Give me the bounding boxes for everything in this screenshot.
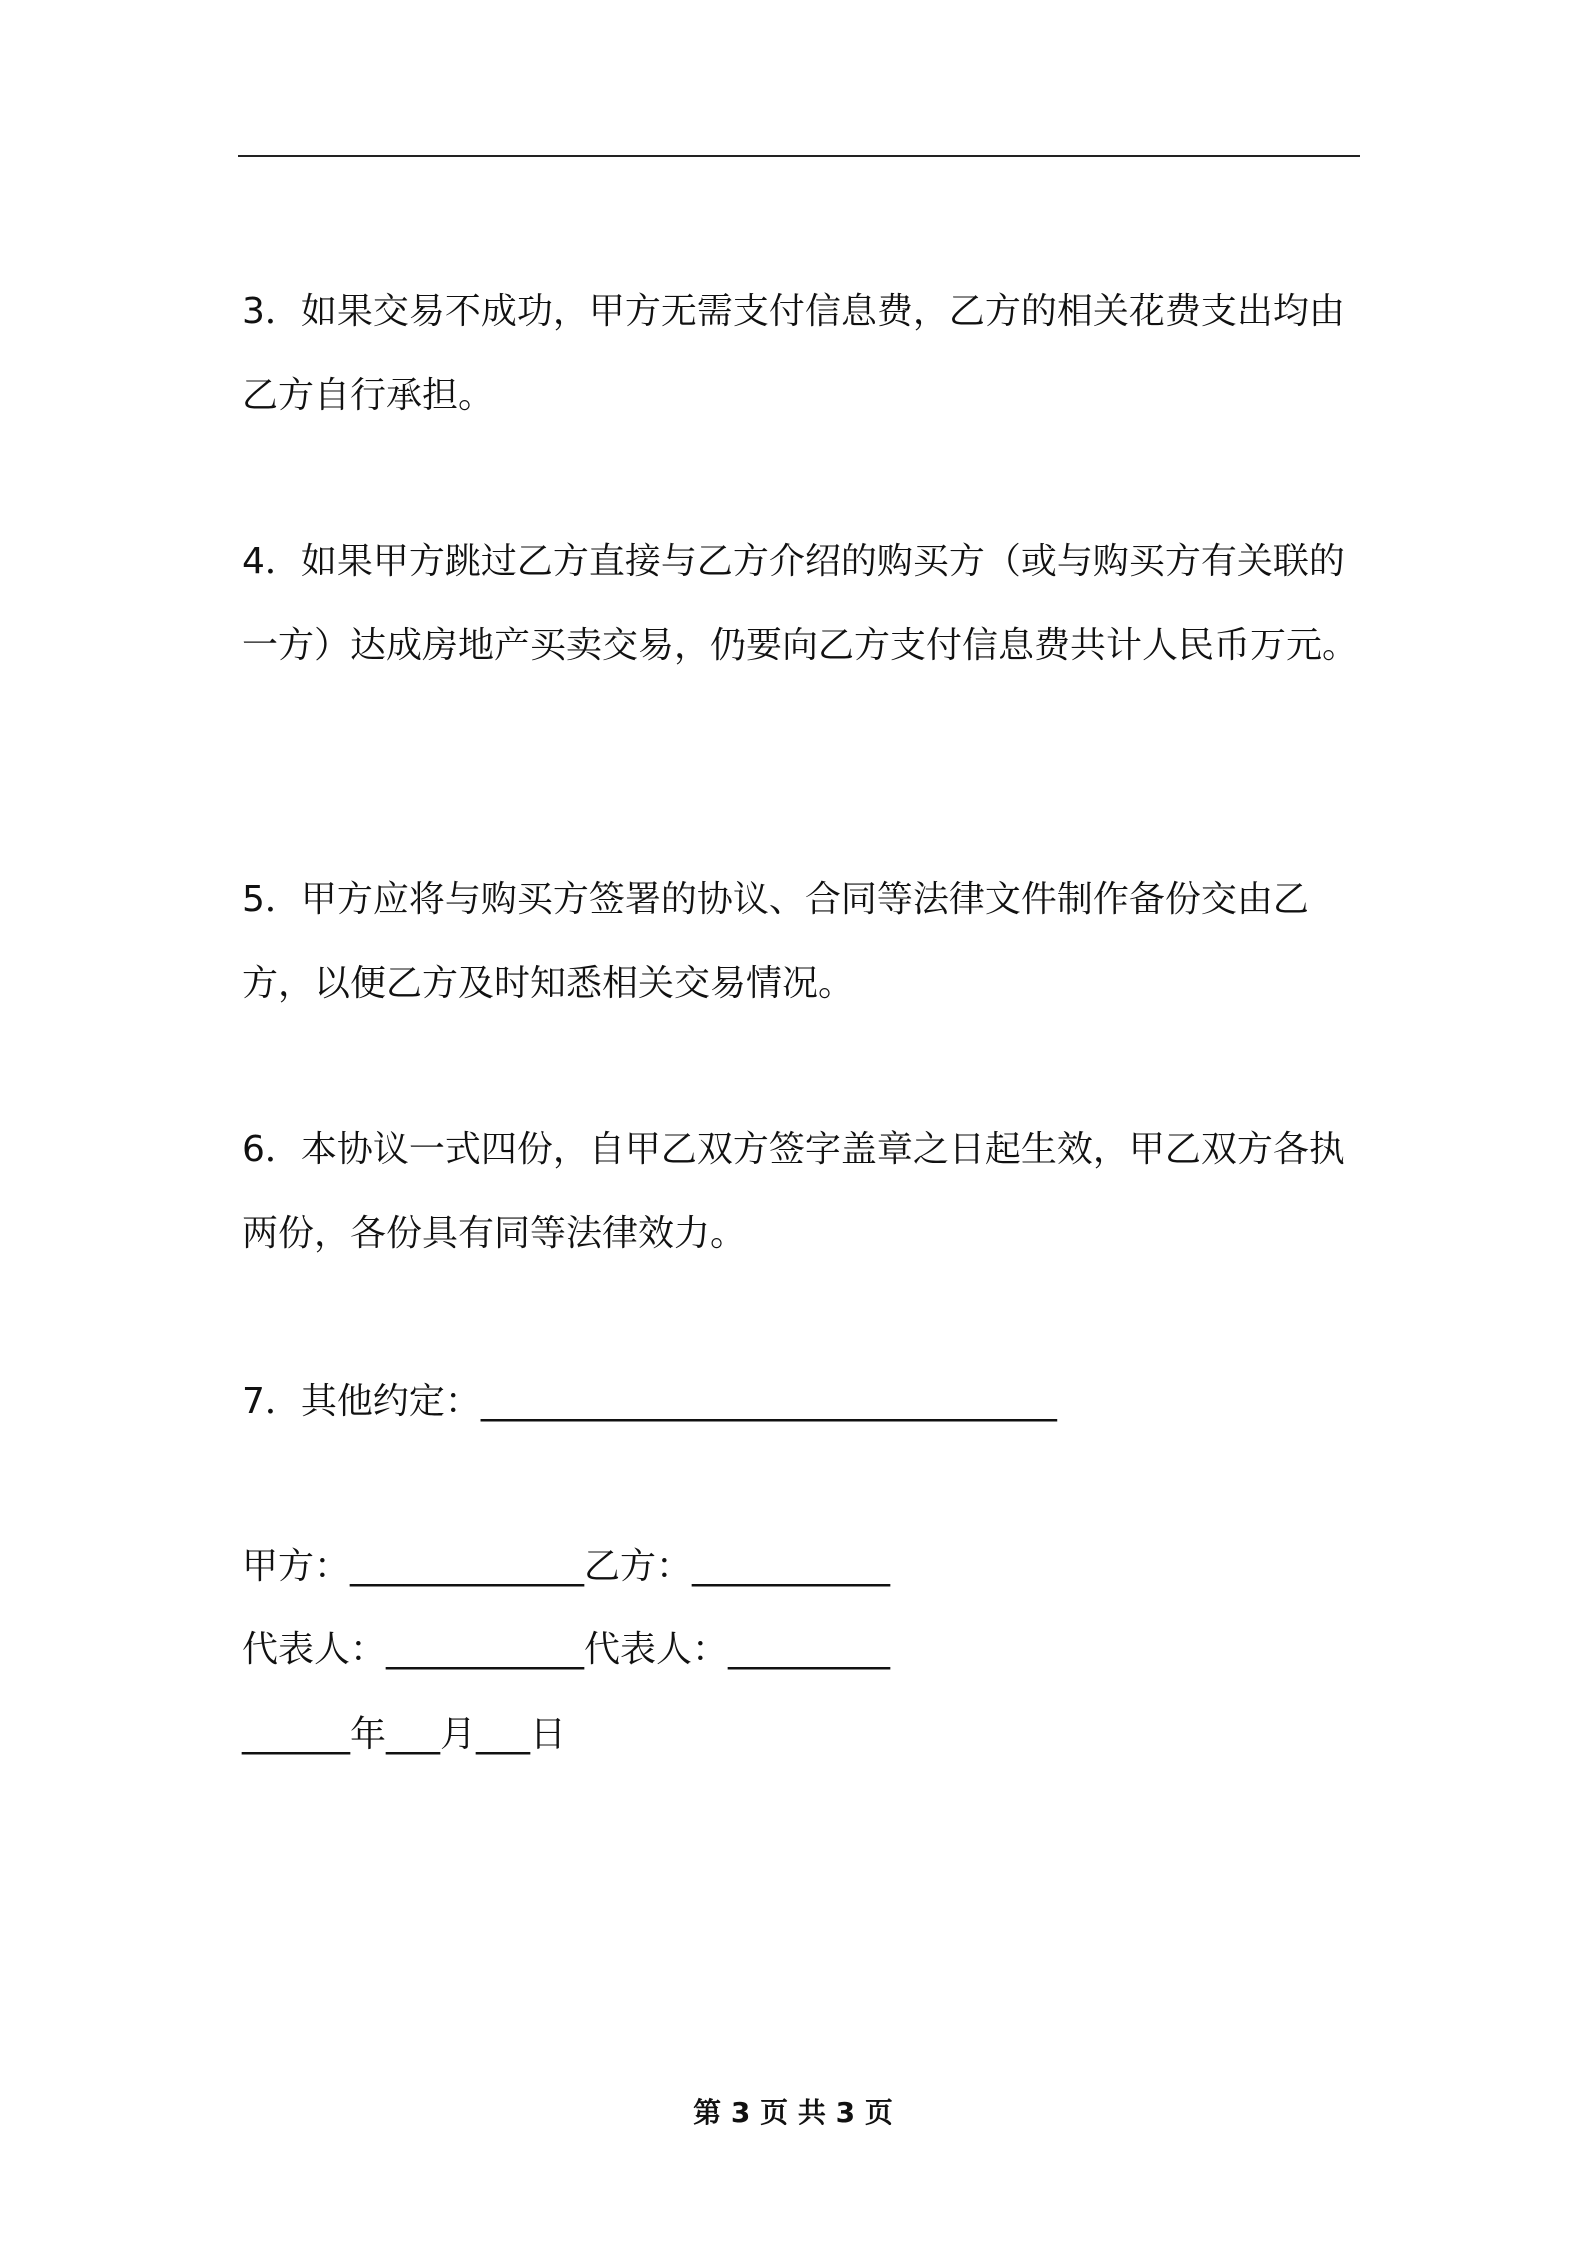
clause-5: 5．甲方应将与购买方签署的协议、合同等法律文件制作备份交由乙方，以便乙方及时知悉相关交易情况。 [242,879,1309,1004]
clause-6: 6．本协议一式四份，自甲乙双方签字盖章之日起生效，甲乙双方各执两份，各份具有同等法律效力。 [242,1129,1345,1254]
clause-3: 3．如果交易不成功，甲方无需支付信息费，乙方的相关花费支出均由乙方自行承担。 [242,291,1345,416]
signature-parties-line: 甲方：_____________乙方：___________ [242,1546,891,1587]
signature-representatives-line: 代表人：___________代表人：_________ [242,1629,891,1670]
signature-date-line: ______年___月___日 [242,1714,567,1755]
clause-4: 4．如果甲方跳过乙方直接与乙方介绍的购买方（或与购买方有关联的一方）达成房地产买卖交易，仍要向乙方支付信息费共计人民币万元。 [242,541,1359,666]
page-number-footer: 第 3 页 共 3 页 [693,2096,893,2129]
header-divider [238,155,1360,157]
clause-7-other-terms: 7．其他约定：________________________________ [242,1381,1057,1422]
